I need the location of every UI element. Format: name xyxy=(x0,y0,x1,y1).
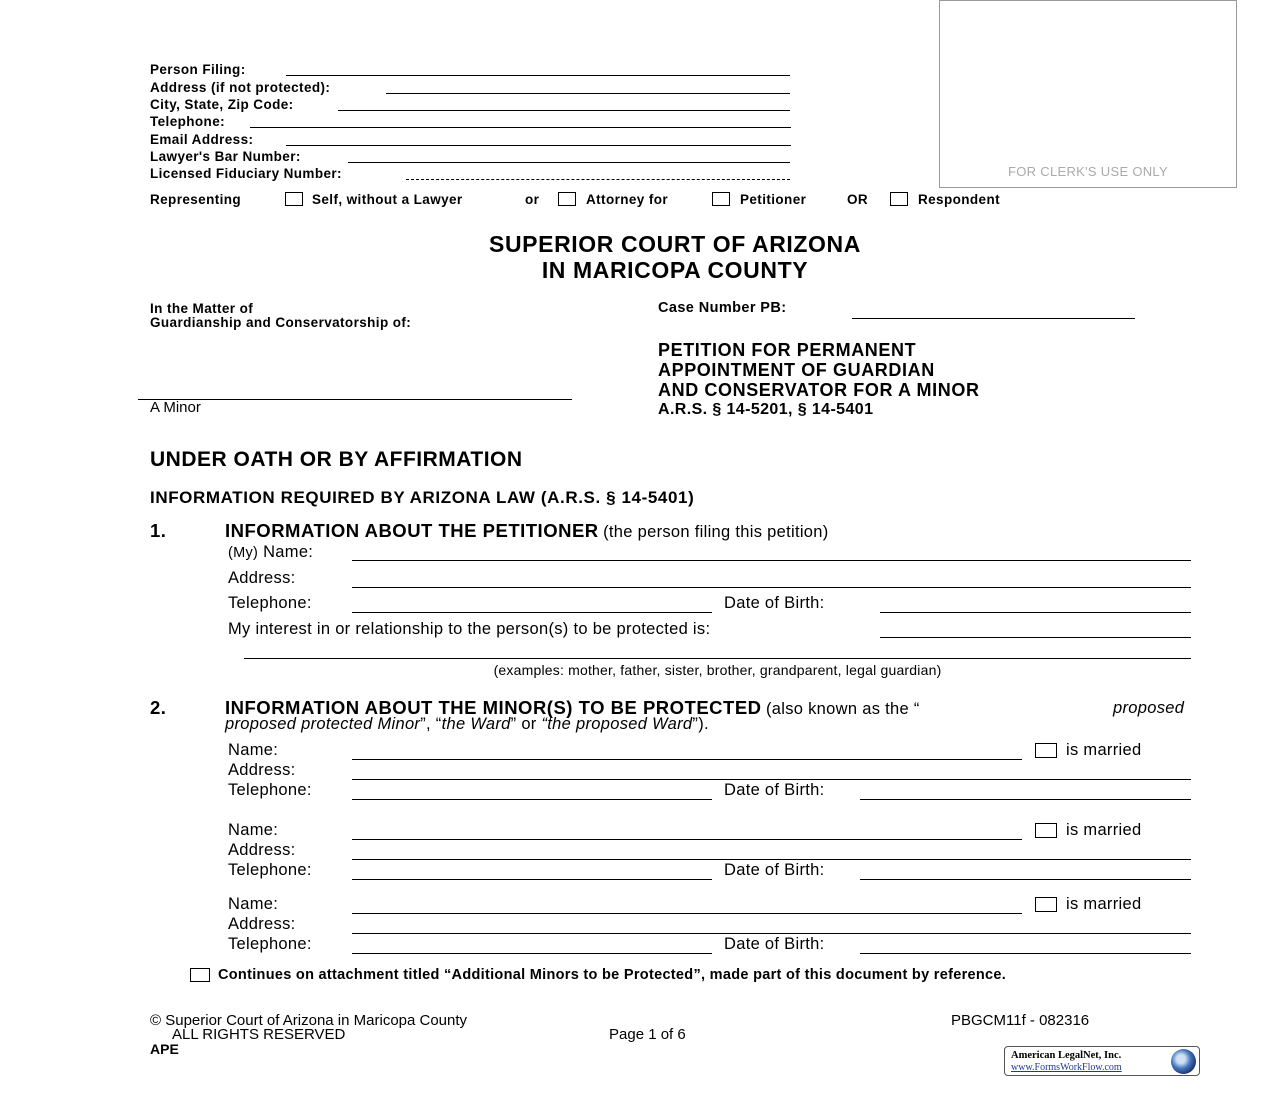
petitioner-name-label xyxy=(228,543,313,562)
fiduciary-number-input-line[interactable] xyxy=(406,179,790,180)
minor3-dob-label: Date of Birth: xyxy=(724,935,825,953)
header-field-address: Address (if not protected): xyxy=(150,80,331,95)
section2-aka-open: (also known as the “ xyxy=(765,700,920,718)
doc-title-line3: AND CONSERVATOR FOR A MINOR xyxy=(658,380,980,400)
or-upper-label: OR xyxy=(847,192,869,207)
a-minor-label: A Minor xyxy=(150,399,201,416)
section1-subtitle: (the person filing this petition) xyxy=(603,523,829,541)
matter-line2: Guardianship and Conservatorship of: xyxy=(150,315,412,330)
info-required-heading: INFORMATION REQUIRED BY ARIZONA LAW (A.R.S. § 14-5401) xyxy=(150,488,695,507)
aka-mid2: ” or xyxy=(510,715,542,733)
footer-copyright: © Superior Court of Arizona in Maricopa County xyxy=(150,1012,468,1029)
doc-title-line2: APPOINTMENT OF GUARDIAN xyxy=(658,360,935,380)
minor1-dob-label: Date of Birth: xyxy=(724,781,825,799)
petitioner-label: Petitioner xyxy=(740,192,807,207)
minor2-name-label: Name: xyxy=(228,821,279,839)
petitioner-interest-label: My interest in or relationship to the person(s) to be protected is: xyxy=(228,620,711,638)
doc-title-line1: PETITION FOR PERMANENT xyxy=(658,340,917,360)
header-field-email: Email Address: xyxy=(150,132,254,147)
header-field-person-filing: Person Filing: xyxy=(150,62,246,77)
clerk-use-label: FOR CLERK'S USE ONLY xyxy=(1008,164,1168,179)
footer-page: Page 1 of 6 xyxy=(609,1026,686,1043)
petitioner-name-line[interactable] xyxy=(352,560,1191,561)
relationship-examples: (examples: mother, father, sister, brother, grandparent, legal guardian) xyxy=(493,662,942,678)
minor1-name-label: Name: xyxy=(228,741,279,759)
doc-title-statute: A.R.S. § 14-5201, § 14-5401 xyxy=(658,401,874,418)
footer-form-code: PBGCM11f - 082316 xyxy=(951,1012,1090,1029)
header-field-city-state-zip: City, State, Zip Code: xyxy=(150,97,294,112)
minor2-name-line[interactable] xyxy=(352,839,1022,840)
minor1-address-label: Address: xyxy=(228,761,296,779)
minor3-dob-line[interactable] xyxy=(860,953,1191,954)
header-field-fiduciary-number: Licensed Fiduciary Number: xyxy=(150,166,342,181)
minor2-married-checkbox[interactable] xyxy=(1035,823,1057,838)
minor-name-line[interactable] xyxy=(138,399,572,400)
aka-protected-minor: proposed protected Minor xyxy=(225,715,421,733)
petitioner-checkbox[interactable] xyxy=(712,192,730,206)
minor3-name-label: Name: xyxy=(228,895,279,913)
american-legalnet-logo[interactable] xyxy=(1004,1046,1200,1076)
minor2-dob-line[interactable] xyxy=(860,879,1191,880)
minor1-telephone-line[interactable] xyxy=(352,799,712,800)
telephone-input-line[interactable] xyxy=(250,127,791,128)
aka-proposed-ward: “the proposed Ward xyxy=(541,715,693,733)
court-title-line1: SUPERIOR COURT OF ARIZONA xyxy=(489,231,861,257)
person-filing-input-line[interactable] xyxy=(286,75,790,76)
email-input-line[interactable] xyxy=(286,145,791,146)
minor1-married-label: is married xyxy=(1066,741,1142,759)
minor1-married-checkbox[interactable] xyxy=(1035,743,1057,758)
section2-title: INFORMATION ABOUT THE MINOR(S) TO BE PROTECTED xyxy=(225,697,762,718)
or-label: or xyxy=(525,192,540,207)
petitioner-dob-line[interactable] xyxy=(880,612,1191,613)
minor3-name-line[interactable] xyxy=(352,913,1022,914)
minor3-married-checkbox[interactable] xyxy=(1035,897,1057,912)
court-title-line2: IN MARICOPA COUNTY xyxy=(541,257,809,283)
petitioner-interest-line2[interactable] xyxy=(244,658,1191,659)
section2-aka-line2 xyxy=(225,715,709,734)
petitioner-interest-line[interactable] xyxy=(880,637,1191,638)
continues-attachment-label: Continues on attachment titled “Additional Minors to be Protected”, made part of this document by reference. xyxy=(218,967,1007,983)
petitioner-address-label: Address: xyxy=(228,569,296,587)
representing-label: Representing xyxy=(150,192,242,207)
city-state-zip-input-line[interactable] xyxy=(338,110,790,111)
logo-company-name: American LegalNet, Inc. xyxy=(1011,1050,1122,1061)
logo-url[interactable]: www.FormsWorkFlow.com xyxy=(1011,1062,1122,1073)
header-field-telephone: Telephone: xyxy=(150,114,226,129)
attorney-checkbox[interactable] xyxy=(558,192,576,206)
case-number-input-line[interactable] xyxy=(852,318,1135,319)
minor1-name-line[interactable] xyxy=(352,759,1022,760)
minor3-address-line[interactable] xyxy=(352,933,1191,934)
section2-number: 2. xyxy=(150,697,167,718)
minor2-address-label: Address: xyxy=(228,841,296,859)
minor2-married-label: is married xyxy=(1066,821,1142,839)
petitioner-address-line[interactable] xyxy=(352,587,1191,588)
self-checkbox[interactable] xyxy=(285,192,303,206)
my-prefix: (My) xyxy=(228,545,259,561)
footer-ape: APE xyxy=(150,1041,179,1057)
minor1-address-line[interactable] xyxy=(352,779,1191,780)
oath-heading: UNDER OATH OR BY AFFIRMATION xyxy=(150,448,523,471)
footer-rights: ALL RIGHTS RESERVED xyxy=(172,1026,346,1043)
continues-attachment-checkbox[interactable] xyxy=(190,968,210,982)
petitioner-telephone-line[interactable] xyxy=(352,612,712,613)
header-field-bar-number: Lawyer's Bar Number: xyxy=(150,149,301,164)
globe-icon xyxy=(1171,1049,1196,1074)
minor3-telephone-label: Telephone: xyxy=(228,935,312,953)
clerk-use-box xyxy=(939,0,1237,188)
self-label: Self, without a Lawyer xyxy=(312,192,463,207)
aka-the-ward: the Ward xyxy=(441,715,511,733)
minor3-telephone-line[interactable] xyxy=(352,953,712,954)
petitioner-dob-label: Date of Birth: xyxy=(724,594,825,612)
respondent-label: Respondent xyxy=(918,192,1001,207)
section1-number: 1. xyxy=(150,520,167,541)
bar-number-input-line[interactable] xyxy=(348,162,790,163)
minor2-telephone-label: Telephone: xyxy=(228,861,312,879)
address-input-line[interactable] xyxy=(386,93,790,94)
attorney-label: Attorney for xyxy=(586,192,669,207)
section1-heading xyxy=(225,520,829,542)
petitioner-name-text: Name: xyxy=(263,543,314,561)
petitioner-telephone-label: Telephone: xyxy=(228,594,312,612)
minor1-dob-line[interactable] xyxy=(860,799,1191,800)
minor2-telephone-line[interactable] xyxy=(352,879,712,880)
aka-close: ”). xyxy=(692,715,709,733)
section1-title: INFORMATION ABOUT THE PETITIONER xyxy=(225,520,599,541)
case-number-label: Case Number PB: xyxy=(658,300,787,316)
minor2-dob-label: Date of Birth: xyxy=(724,861,825,879)
minor1-telephone-label: Telephone: xyxy=(228,781,312,799)
section2-aka-line1-italic: proposed xyxy=(1113,699,1185,717)
minor2-address-line[interactable] xyxy=(352,859,1191,860)
minor3-married-label: is married xyxy=(1066,895,1142,913)
minor3-address-label: Address: xyxy=(228,915,296,933)
aka-mid1: ”, “ xyxy=(420,715,442,733)
matter-line1: In the Matter of xyxy=(150,301,254,316)
respondent-checkbox[interactable] xyxy=(890,192,908,206)
